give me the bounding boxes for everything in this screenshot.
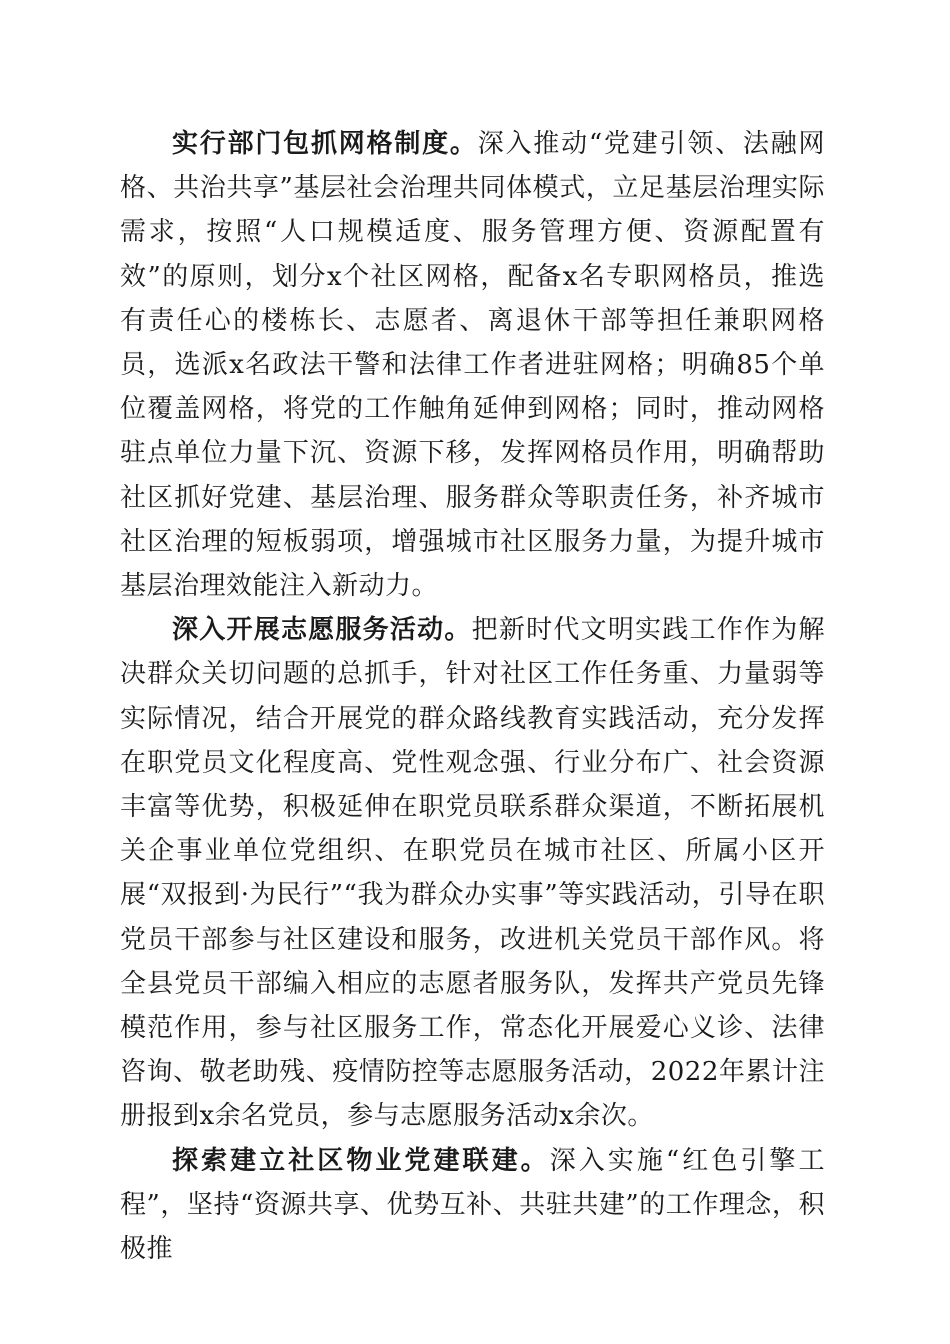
paragraph-heading: 实行部门包抓网格制度。 [172, 129, 478, 159]
paragraph-volunteer-service [120, 608, 825, 1138]
document-body [120, 122, 825, 1271]
paragraph-text: 深入推动“党建引领、法融网格、共治共享”基层社会治理共同体模式，立足基层治理实际需求，按照“人口规模适度、服务管理方便、资源配置有效”的原则，划分x个社区网格，配备x名专职网格员，推选有责任心的楼栋长、志愿者、离退休干部等担任兼职网格员，选派x名政法干警和法律工作者进驻网格；明确85个单位覆盖网格，将党的工作触角延伸到网格；同时，推动网格驻点单位力量下沉、资源下移，发挥网格员作用，明确帮助社区抓好党建、基层治理、服务群众等职责任务，补齐城市社区治理的短板弱项，增强城市社区服务力量，为提升城市基层治理效能注入新动力。 [120, 129, 825, 602]
paragraph-heading: 探索建立社区物业党建联建。 [172, 1145, 550, 1176]
paragraph-text: 把新时代文明实践工作作为解决群众关切问题的总抓手，针对社区工作任务重、力量弱等实际情况，结合开展党的群众路线教育实践活动，充分发挥在职党员文化程度高、党性观念强、行业分布广、社会资源丰富等优势，积极延伸在职党员联系群众渠道，不断拓展机关企事业单位党组织、在职党员在城市社区、所属小区开展“双报到·为民行”“我为群众办实事”等实践活动，引导在职党员干部参与社区建设和服务，改进机关党员干部作风。将全县党员干部编入相应的志愿者服务队，发挥共产党员先锋模范作用，参与社区服务工作，常态化开展爱心义诊、法律咨询、敬老助残、疫情防控等志愿服务活动，2022年累计注册报到x余名党员，参与志愿服务活动x余次。 [120, 615, 825, 1132]
paragraph-property-party-building [120, 1139, 825, 1272]
paragraph-grid-management [120, 122, 825, 608]
paragraph-text: 深入实施“红色引擎工程”，坚持“资源共享、优势互补、共驻共建”的工作理念，积极推 [120, 1145, 825, 1265]
paragraph-heading: 深入开展志愿服务活动。 [172, 615, 472, 646]
